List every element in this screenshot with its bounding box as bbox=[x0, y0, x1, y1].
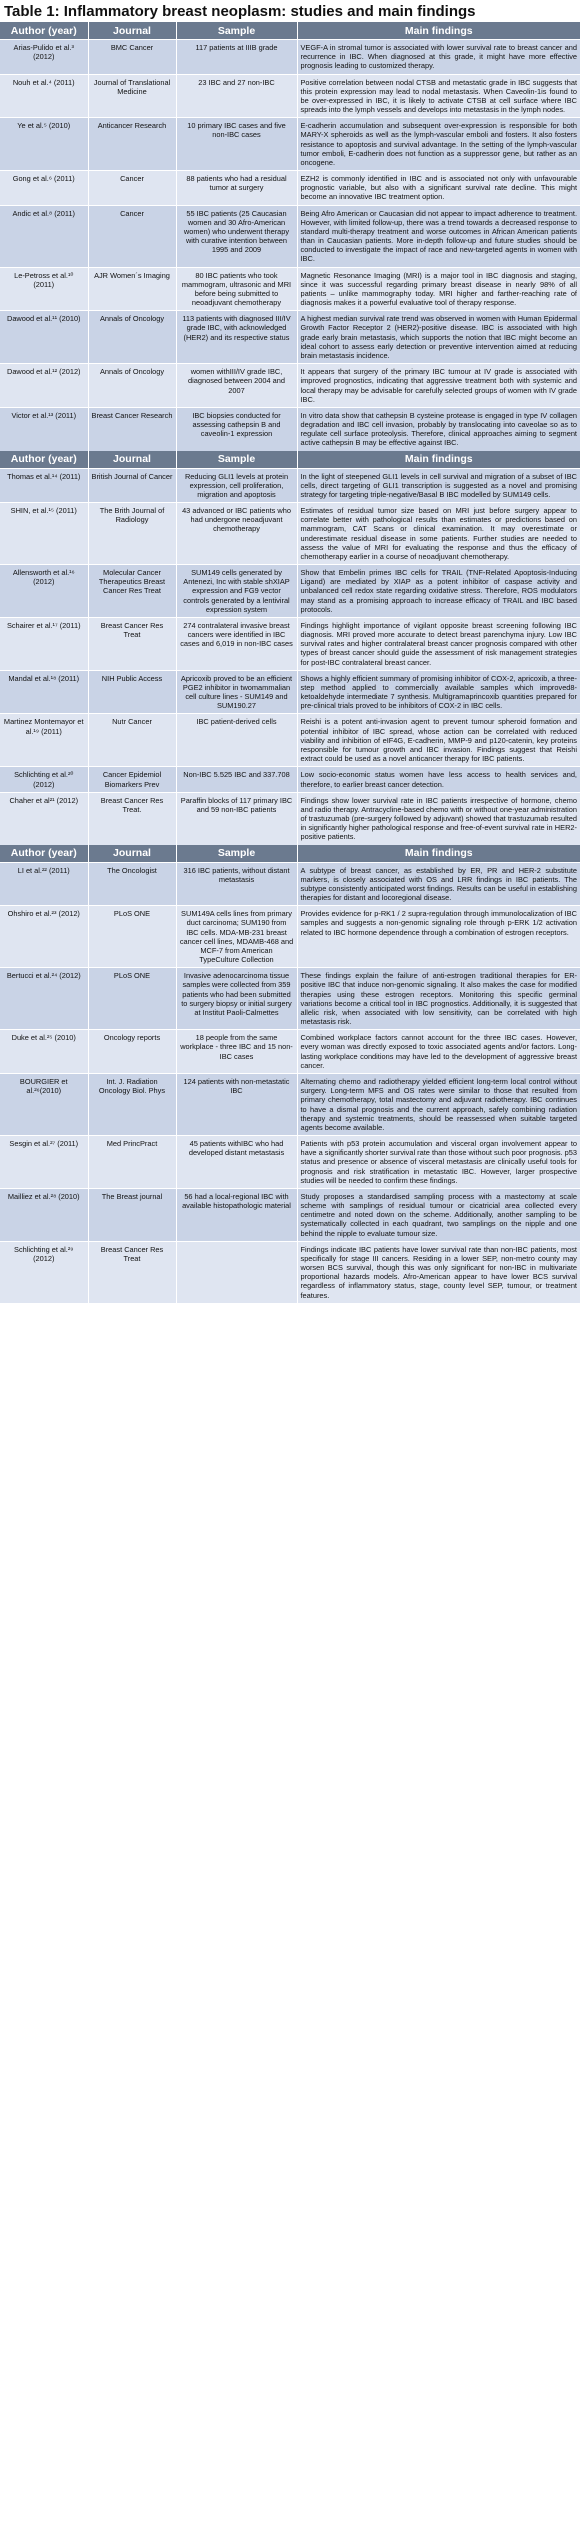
sample-cell: Reducing GLI1 levels at protein expression, cell proliferation, migration and apoptosis bbox=[176, 468, 297, 503]
author-cell: SHIN, et al.¹⁵ (2011) bbox=[0, 503, 88, 565]
column-header: Main findings bbox=[297, 845, 580, 863]
table-row bbox=[0, 792, 580, 844]
table-row bbox=[0, 407, 580, 450]
findings-cell: Shows a highly efficient summary of promising inhibitor of COX-2, apricoxib, a three-step method applied to commercially available samples which improved8-ketoaldehyde intermediate 7 synthesis. Multigramaprincoxib quantities prepared for pre-clinical trials proved to be inhibitors of COX-2 in IBC cells. bbox=[297, 670, 580, 714]
sample-cell: 45 patients withIBC who had developed distant metastasis bbox=[176, 1136, 297, 1189]
sample-cell: Non-IBC 5.525 IBC and 337.708 bbox=[176, 767, 297, 792]
findings-cell: Findings show lower survival rate in IBC patients irrespective of hormone, chemo and radio therapy. Antracycline-based chemo with or without one-year administration of trastuzumab (pre-surgery followed by adjuvant) showed that trastuzumab resulted in significantly higher pathological response and free-of-event survival rate in HER2-positive patients. bbox=[297, 792, 580, 844]
author-cell: Arias-Pulido et al.³ (2012) bbox=[0, 40, 88, 75]
table-header-row bbox=[0, 22, 580, 40]
sample-cell: SUM149A cells lines from primary duct carcinoma; SUM190 from IBC cells. MDA-MB-231 breast cancer cell lines, MDAMB-468 and MCF-7 from American TypeCulture Collection bbox=[176, 906, 297, 968]
journal-cell: PLoS ONE bbox=[88, 968, 176, 1030]
author-cell: Mandal et al.¹⁸ (2011) bbox=[0, 670, 88, 714]
author-cell: Ohshiro et al.²³ (2012) bbox=[0, 906, 88, 968]
findings-cell: Positive correlation between nodal CTSB and metastatic grade in IBC suggests that this protein expression may lead to nodal metastasis. When Caveolin-1is found to be over-expressed in IBC, it is likely to activate CTSB at cell surface where IBC spreads into the lymph vessels and develops into metastasis in the lymph nodes. bbox=[297, 74, 580, 118]
table-row bbox=[0, 767, 580, 792]
findings-cell: Low socio-economic status women have less access to health services and, therefore, to earlier breast cancer detection. bbox=[297, 767, 580, 792]
author-cell: BOURGIER et al.²⁶(2010) bbox=[0, 1073, 88, 1135]
table-row bbox=[0, 1073, 580, 1135]
journal-cell: Molecular Cancer Therapeutics Breast Cancer Res Treat bbox=[88, 565, 176, 618]
table-row bbox=[0, 171, 580, 206]
table-row bbox=[0, 118, 580, 171]
author-cell: Duke et al.²⁵ (2010) bbox=[0, 1030, 88, 1074]
sample-cell: IBC patient-derived cells bbox=[176, 714, 297, 767]
journal-cell: The Breast journal bbox=[88, 1188, 176, 1241]
journal-cell: AJR Women´s Imaging bbox=[88, 267, 176, 311]
sample-cell: 88 patients who had a residual tumor at surgery bbox=[176, 171, 297, 206]
column-header: Journal bbox=[88, 451, 176, 469]
findings-cell: Findings indicate IBC patients have lower survival rate than non-IBC patients, most specifically for stage III cancers. Residing in a lower SEP, non-metro county may worsen BCS survival, though this was only significant for non-IBC in multivariate proportional hazards models. Afro-American appear to have lower BCS survival regardless of inflammatory status, stage, county level SEP, tumour, or treatment features. bbox=[297, 1241, 580, 1303]
table-row bbox=[0, 311, 580, 364]
sample-cell: Apricoxib proved to be an efficient PGE2 inhibitor in twomammalian cell culture lines - SUM149 and SUM190.27 bbox=[176, 670, 297, 714]
findings-cell: Show that Embelin primes IBC cells for TRAIL (TNF-Related Apoptosis-Inducing Ligand) are mediated by XIAP as a potent inhibitor of caspase activity and unbalanced cell redox state regarding oxidative stress. Therefore, ROS modulators may stand as a promising approach to increase efficacy of TRAIL and IBC based protocols. bbox=[297, 565, 580, 618]
table-header-row bbox=[0, 845, 580, 863]
table-row bbox=[0, 364, 580, 408]
author-cell: Schlichting et al.²⁹ (2012) bbox=[0, 1241, 88, 1303]
sample-cell: IBC biopsies conducted for assessing cathepsin B and caveolin-1 expression bbox=[176, 407, 297, 450]
studies-table bbox=[0, 845, 580, 1303]
journal-cell: PLoS ONE bbox=[88, 906, 176, 968]
author-cell: Dawood et al.¹² (2012) bbox=[0, 364, 88, 408]
findings-cell: It appears that surgery of the primary IBC tumour at IV grade is associated with improved prognostics, indicating that aggressive treatment both with systemic and local therapy may be advisable for carefully selected groups of women with IV grade IBC. bbox=[297, 364, 580, 408]
table-row bbox=[0, 267, 580, 311]
column-header: Author (year) bbox=[0, 22, 88, 40]
sample-cell: 10 primary IBC cases and five non-IBC cases bbox=[176, 118, 297, 171]
author-cell: Martinez Montemayor et al.¹⁹ (2011) bbox=[0, 714, 88, 767]
findings-cell: Patients with p53 protein accumulation and visceral organ involvement appear to have a significantly shorter survival rate than those without such poor prognosis. p53 status and presence or absence of visceral metastasis are clinically useful tools for prognosis and risk stratification in metastatic IBC. However, larger prospective studies will be needed to confirm these findings. bbox=[297, 1136, 580, 1189]
table-row bbox=[0, 503, 580, 565]
journal-cell: Annals of Oncology bbox=[88, 311, 176, 364]
table-row bbox=[0, 906, 580, 968]
author-cell: Victor et al.¹³ (2011) bbox=[0, 407, 88, 450]
findings-cell: Alternating chemo and radiotherapy yielded efficient long-term local control without surgery. Long-term MFS and OS rates were similar to those that resulted from primary chemotherapy, total mastectomy and adjuvant radiotherapy. IBC continues to have a dismal prognosis and the current approach, safely combining radiation therapy and systemic treatments, should be reassessed when suitable targeted agents become available. bbox=[297, 1073, 580, 1135]
author-cell: Andic et al.⁸ (2011) bbox=[0, 205, 88, 267]
table-row bbox=[0, 1030, 580, 1074]
column-header: Sample bbox=[176, 451, 297, 469]
author-cell: Mailliez et al.²⁸ (2010) bbox=[0, 1188, 88, 1241]
journal-cell: Med PrincPract bbox=[88, 1136, 176, 1189]
journal-cell: Breast Cancer Res Treat bbox=[88, 1241, 176, 1303]
journal-cell: NIH Public Access bbox=[88, 670, 176, 714]
table-row bbox=[0, 1188, 580, 1241]
column-header: Author (year) bbox=[0, 451, 88, 469]
findings-cell: Study proposes a standardised sampling process with a mastectomy at scale scheme with samplings of residual tumour or cicatricial area collected every centimetre and noted down on the scheme. Additionally, another sampling to be systematically collected in each quadrant, two samplings on the nipple and one behind the nipple to evaluate tumour size. bbox=[297, 1188, 580, 1241]
journal-cell: Breast Cancer Research bbox=[88, 407, 176, 450]
journal-cell: Annals of Oncology bbox=[88, 364, 176, 408]
findings-cell: Provides evidence for p-RK1 / 2 supra-regulation through immunolocalization of IBC samples and suggests a non-genomic signaling role through p-ERK 1/2 activation related to IBC hormone dependence through a combination of estrogen receptors. bbox=[297, 906, 580, 968]
column-header: Sample bbox=[176, 845, 297, 863]
sample-cell: women withIII/IV grade IBC, diagnosed between 2004 and 2007 bbox=[176, 364, 297, 408]
findings-cell: VEGF-A in stromal tumor is associated with lower survival rate to breast cancer and recurrence in IBC. When diagnosed at this grade, it might have more effective prognosis leading to customized therapy. bbox=[297, 40, 580, 75]
journal-cell: Breast Cancer Res Treat bbox=[88, 617, 176, 670]
studies-table bbox=[0, 451, 580, 845]
column-header: Author (year) bbox=[0, 845, 88, 863]
journal-cell: Oncology reports bbox=[88, 1030, 176, 1074]
author-cell: Nouh et al.⁴ (2011) bbox=[0, 74, 88, 118]
findings-cell: Combined workplace factors cannot account for the three IBC cases. However, every woman was directly exposed to toxic associated agents and/or factors. Long-lasting workplace conditions may have led to the development of aggressive breast cancer. bbox=[297, 1030, 580, 1074]
journal-cell: Cancer bbox=[88, 171, 176, 206]
findings-cell: E-cadherin accumulation and subsequent over-expression is responsible for both MARY-X spheroids as well as the lymph-vascular emboli and fosters. It also fosters resistance to apoptosis and survival advantage. In the setting of the lymph-vascular tumor emboli, E-cadherin does not function as a suppressor gene, but rather as an oncogene. bbox=[297, 118, 580, 171]
journal-cell: Breast Cancer Res Treat. bbox=[88, 792, 176, 844]
author-cell: Schlichting et al.²⁰ (2012) bbox=[0, 767, 88, 792]
findings-cell: Reishi is a potent anti-invasion agent to prevent tumour spheroid formation and potential inhibitor of IBC spread, whose action can be correlated with reduced viability and inhibition of eIF4G, E-cadherin, MMP-9 and p120-catenin, key proteins responsible for tumour growth and IBC invasion. Findings suggest that Reishi extract could be used as a novel anticancer therapy for IBC patients. bbox=[297, 714, 580, 767]
sample-cell: 274 contralateral invasive breast cancers were identified in IBC cases and 6,019 in non-IBC cases bbox=[176, 617, 297, 670]
journal-cell: The Oncologist bbox=[88, 862, 176, 906]
table-row bbox=[0, 205, 580, 267]
author-cell: Allensworth et al.¹⁶ (2012) bbox=[0, 565, 88, 618]
author-cell: Ye et al.⁵ (2010) bbox=[0, 118, 88, 171]
journal-cell: Cancer bbox=[88, 205, 176, 267]
table-row bbox=[0, 468, 580, 503]
sample-cell: 18 people from the same workplace - three IBC and 15 non-IBC cases bbox=[176, 1030, 297, 1074]
author-cell: Sesgin et al.²⁷ (2011) bbox=[0, 1136, 88, 1189]
journal-cell: Nutr Cancer bbox=[88, 714, 176, 767]
table-container bbox=[0, 22, 580, 1303]
author-cell: LI et al.²² (2011) bbox=[0, 862, 88, 906]
sample-cell: 23 IBC and 27 non-IBC bbox=[176, 74, 297, 118]
sample-cell: 55 IBC patients (25 Caucasian women and 30 Afro-American women) who underwent therapy with curative intention between 1995 and 2009 bbox=[176, 205, 297, 267]
journal-cell: Journal of Translational Medicine bbox=[88, 74, 176, 118]
author-cell: Thomas et al.¹⁴ (2011) bbox=[0, 468, 88, 503]
column-header: Main findings bbox=[297, 451, 580, 469]
findings-cell: Findings highlight importance of vigilant opposite breast screening following IBC diagnosis. MRI proved more accurate to detect breast parenchyma injury. Low IBC survival rates and higher contralateral breast cancer prognosis compared with other types of breast cancer should guide the assessment of risk management strategies for post-IBC contralateral breast cancer. bbox=[297, 617, 580, 670]
studies-table bbox=[0, 22, 580, 451]
sample-cell: 124 patients with non-metastatic IBC bbox=[176, 1073, 297, 1135]
findings-cell: These findings explain the failure of anti-estrogen traditional therapies for ER-positive IBC that induce non-genomic signaling. It also makes the case for modified therapies using these estrogen receptors. Monitoring this specific germinal variations become a critical tool in IBC prognostics. Additionally, it is suggested that allelic risk, when associated with low sensitivity, can be correlated with high metastasis risk. bbox=[297, 968, 580, 1030]
findings-cell: EZH2 is commonly identified in IBC and is associated not only with unfavourable prognostic variable, but also with a significant survival rate decline. This might become an innovative IBC treatment option. bbox=[297, 171, 580, 206]
journal-cell: BMC Cancer bbox=[88, 40, 176, 75]
table-row bbox=[0, 714, 580, 767]
findings-cell: Magnetic Resonance Imaging (MRI) is a major tool in IBC diagnosis and staging, since it was successful regarding primary breast disease in nearly 98% of all patients – unlike mammography today. MRI higher and farther-reaching rate of diagnosis makes it a powerful evaluative tool of therapy response. bbox=[297, 267, 580, 311]
author-cell: Bertucci et al.²⁴ (2012) bbox=[0, 968, 88, 1030]
findings-cell: In vitro data show that cathepsin B cysteine protease is engaged in type IV collagen degradation and IBC cell invasion, probably by translocating into caveolae so as to regulate cell surface proteolysis. Therefore, clinical approaches aiming to segment active cathepsin B may be effective against IBC. bbox=[297, 407, 580, 450]
table-row bbox=[0, 862, 580, 906]
column-header: Journal bbox=[88, 845, 176, 863]
author-cell: Gong et al.⁶ (2011) bbox=[0, 171, 88, 206]
sample-cell: 43 advanced or IBC patients who had undergone neoadjuvant chemotherapy bbox=[176, 503, 297, 565]
findings-cell: A subtype of breast cancer, as established by ER, PR and HER-2 substitute markers, is closely associated with OS and LRR findings in IBC patients. The subtype consistently anticipated worst findings. Results can be useful in establishing therapies for distant and locoregional disease. bbox=[297, 862, 580, 906]
table-title: Table 1: Inflammatory breast neoplasm: studies and main findings bbox=[4, 3, 476, 20]
sample-cell bbox=[176, 1241, 297, 1303]
table-row bbox=[0, 617, 580, 670]
findings-cell: Estimates of residual tumor size based on MRI just before surgery appear to correlate better with pathological results than estimates or predictions based on mammogram, CAT Scans or clinical examination. It may overestimate or underestimate residual disease in some patients. Further studies are needed to assess the value of MRI for evaluating the response and thus the efficacy of chemotherapy earlier in a course of neoadjuvant chemotherapy. bbox=[297, 503, 580, 565]
journal-cell: Anticancer Research bbox=[88, 118, 176, 171]
table-row bbox=[0, 565, 580, 618]
column-header: Main findings bbox=[297, 22, 580, 40]
author-cell: Schairer et al.¹⁷ (2011) bbox=[0, 617, 88, 670]
findings-cell: In the light of steepened GLI1 levels in cell survival and migration of a subset of IBC cells, direct targeting of GLI1 transcription is suggested as a novel and promising strategy for targeting triple-negative/Basal B IBC modelled by SUM149 cells. bbox=[297, 468, 580, 503]
table-row bbox=[0, 670, 580, 714]
findings-cell: Being Afro American or Caucasian did not appear to impact adherence to treatment. However, with limited follow-up, there was a trend towards a decreased response to standard multi-therapy treatment and worse outcomes in African American patients than in Caucasian patients. More in-depth follow-up and future studies should be conducted to investigate the impact of race and new-targeted agents in women with IBC. bbox=[297, 205, 580, 267]
table-row bbox=[0, 74, 580, 118]
sample-cell: Paraffin blocks of 117 primary IBC and 59 non-IBC patients bbox=[176, 792, 297, 844]
sample-cell: 80 IBC patients who took mammogram, ultrasonic and MRI before being submitted to neoadjuvant chemotherapy bbox=[176, 267, 297, 311]
author-cell: Le-Petross et al.¹⁰ (2011) bbox=[0, 267, 88, 311]
column-header: Sample bbox=[176, 22, 297, 40]
sample-cell: 117 patients at IIIB grade bbox=[176, 40, 297, 75]
findings-cell: A highest median survival rate trend was observed in women with Human Epidermal Growth Factor Receptor 2 (HER2)-positive disease. IBC is associated with high grade early brain metastasis, which supports the notion that IBC might become an ideal cohort to assess early detection or preventive intervention aimed at reducing brain metastasis incidence. bbox=[297, 311, 580, 364]
journal-cell: Cancer Epidemiol Biomarkers Prev bbox=[88, 767, 176, 792]
table-row bbox=[0, 1241, 580, 1303]
column-header: Journal bbox=[88, 22, 176, 40]
journal-cell: British Journal of Cancer bbox=[88, 468, 176, 503]
sample-cell: SUM149 cells generated by Antenezi, Inc with stable shXIAP expression and FG9 vector controls generated by a lentiviral expression system bbox=[176, 565, 297, 618]
author-cell: Chaher et al²¹ (2012) bbox=[0, 792, 88, 844]
sample-cell: Invasive adenocarcinoma tissue samples were collected from 359 patients who had been submitted to surgery biopsy or initial surgery at Institut Paoli-Calmettes bbox=[176, 968, 297, 1030]
author-cell: Dawood et al.¹¹ (2010) bbox=[0, 311, 88, 364]
table-header-row bbox=[0, 451, 580, 469]
journal-cell: The Brith Journal of Radiology bbox=[88, 503, 176, 565]
table-row bbox=[0, 968, 580, 1030]
journal-cell: Int. J. Radiation Oncology Biol. Phys bbox=[88, 1073, 176, 1135]
table-row bbox=[0, 1136, 580, 1189]
table-row bbox=[0, 40, 580, 75]
sample-cell: 113 patients with diagnosed III/IV grade IBC, with acknowledged (HER2) and its respective status bbox=[176, 311, 297, 364]
sample-cell: 316 IBC patients, without distant metastasis bbox=[176, 862, 297, 906]
sample-cell: 56 had a local-regional IBC with available histopathologic material bbox=[176, 1188, 297, 1241]
